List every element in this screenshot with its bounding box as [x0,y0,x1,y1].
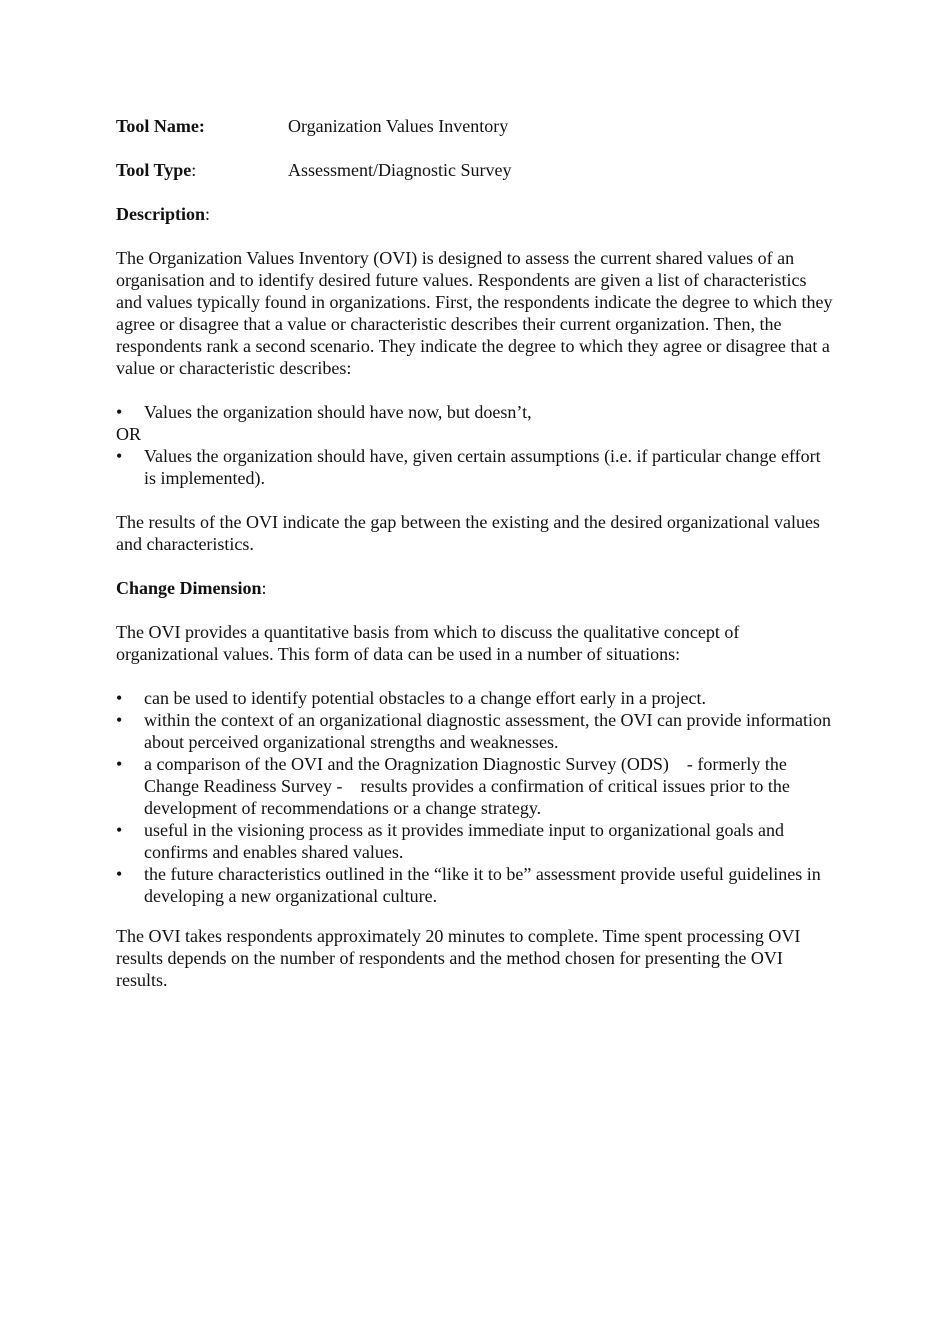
bullet-icon: • [116,688,123,708]
description-heading: Description [116,204,205,224]
list-item [116,753,836,819]
tool-type-label: Tool Type [116,160,192,180]
bullet-icon: • [116,710,123,730]
tool-type-value: Assessment/Diagnostic Survey [288,160,512,180]
description-heading-row [116,203,836,225]
description-options [116,401,836,489]
description-paragraph: The Organization Values Inventory (OVI) is designed to assess the current shared values of an organisation and to identify desired future values. Respondents are given a list of characteristics and values typically found in organizations. First, the respondents indicate the degree to which they agree or disagree that a value or characteristic describes their current organization. Then, the respondents rank a second scenario. They indicate the degree to which they agree or disagree that a value or characteristic describes: [116,248,833,378]
list-item [116,863,836,907]
tool-type-label-group [116,159,288,181]
tool-name-row [116,115,836,137]
tool-name-value: Organization Values Inventory [288,116,509,136]
tool-type-colon: : [191,160,197,180]
list-item [116,709,836,753]
list-item [116,819,836,863]
tool-name-label: Tool Name: [116,116,205,136]
change-dimension-colon: : [261,578,267,598]
change-dimension-intro: The OVI provides a quantitative basis from which to discuss the qualitative concept of organizational values. This form of data can be used in a number of situations: [116,622,740,664]
document-page [116,115,836,1013]
list-item-text: the future characteristics outlined in the “like it to be” assessment provide useful guidelines in developing a new organizational culture. [144,864,821,906]
list-item [116,445,836,489]
list-item-text: within the context of an organizational diagnostic assessment, the OVI can provide information about perceived organizational strengths and weaknesses. [144,710,831,752]
change-dimension-list [116,687,836,907]
bullet-icon: • [116,402,123,422]
bullet-icon: • [116,446,123,466]
change-dimension-heading-row [116,577,836,599]
closing-paragraph: The OVI takes respondents approximately 20 minutes to complete. Time spent processing OVI results depends on the number of respondents and the method chosen for presenting the OVI results. [116,926,801,990]
tool-type-row [116,159,836,181]
bullet-icon: • [116,754,123,774]
results-paragraph: The results of the OVI indicate the gap between the existing and the desired organizational values and characteristics. [116,512,820,554]
list-item-text: Values the organization should have now, but doesn’t, [144,402,532,422]
list-item-text: can be used to identify potential obstacles to a change effort early in a project. [144,688,706,708]
bullet-icon: • [116,864,123,884]
list-item [116,401,836,423]
list-item-text: useful in the visioning process as it provides immediate input to organizational goals and confirms and enables shared values. [144,820,785,862]
or-separator: OR [116,424,142,444]
bullet-icon: • [116,820,123,840]
change-dimension-heading: Change Dimension [116,578,262,598]
list-item-text: a comparison of the OVI and the Oragnization Diagnostic Survey (ODS) - formerly the Change Readiness Survey - results provides a confirmation of critical issues prior to the development of recommendations or a change strategy. [144,754,795,818]
description-colon: : [205,204,211,224]
list-item-text: Values the organization should have, given certain assumptions (i.e. if particular change effort is implemented). [144,446,821,488]
list-item [116,687,836,709]
